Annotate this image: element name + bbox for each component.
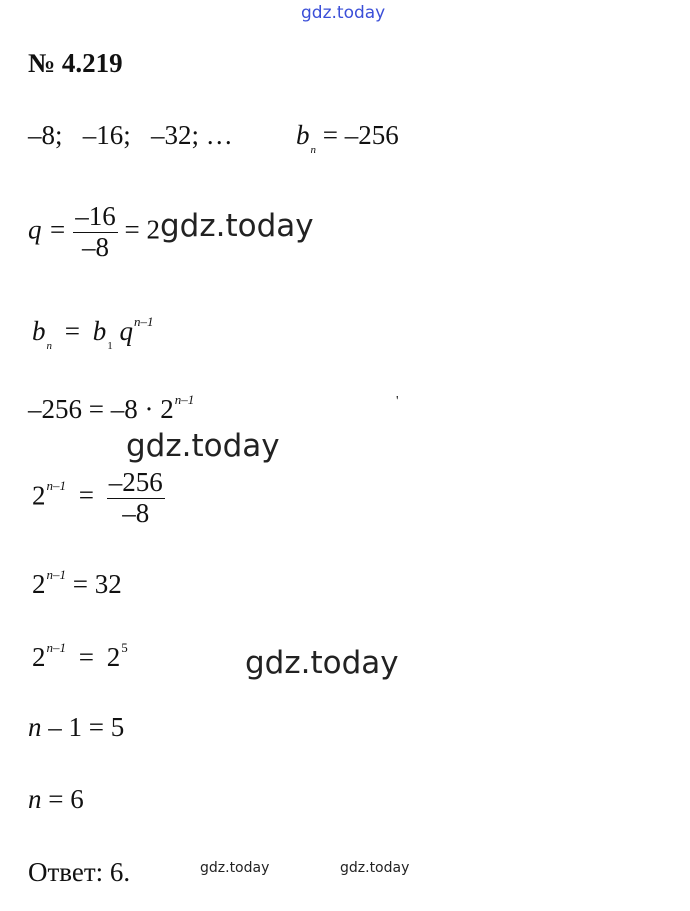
q-result: = 2 <box>124 214 160 245</box>
header-watermark: gdz.today <box>301 3 386 23</box>
step3-exp: n–1 <box>46 567 66 582</box>
step6-rest: = 6 <box>41 784 84 814</box>
q-line <box>28 202 314 262</box>
step2-exp: n–1 <box>46 478 66 494</box>
step3-base: 2 <box>32 569 46 599</box>
bn-base: b <box>296 120 310 150</box>
step4-exp: n–1 <box>46 640 66 655</box>
step2-numerator: –256 <box>108 467 163 497</box>
step1-lhs: –256 = –8 · 2 <box>28 394 174 424</box>
formula-b1: b <box>92 316 107 346</box>
answer-watermark-2: gdz.today <box>340 860 410 876</box>
bn-given <box>296 120 399 156</box>
watermark-step4: gdz.today <box>245 645 399 681</box>
q-watermark: gdz.today <box>159 208 314 245</box>
step4-rhs-base: 2 <box>106 642 121 672</box>
bn-value: = –256 <box>322 120 399 150</box>
step3-rhs: = 32 <box>72 569 122 599</box>
watermark-mid: gdz.today <box>126 428 280 464</box>
step6-var: n <box>28 784 42 814</box>
q-fraction <box>73 202 118 262</box>
stray-dot: ' <box>396 394 399 409</box>
bn-sub: n <box>310 144 316 156</box>
formula-q: q <box>119 316 133 346</box>
formula-bn-sub: n <box>46 340 52 352</box>
step4-rhs-exp: 5 <box>121 640 128 655</box>
step5-line <box>28 714 124 741</box>
step2-denominator: –8 <box>122 497 150 528</box>
step5-var: n <box>28 712 42 742</box>
step2-eq: = <box>78 480 94 511</box>
q-numerator: –16 <box>75 201 116 231</box>
q-lhs: q = <box>28 214 67 245</box>
step4-line <box>32 640 128 672</box>
formula-exp: n–1 <box>133 314 154 329</box>
answer-text: Ответ: 6. <box>28 857 131 887</box>
step1-exp: n–1 <box>174 392 195 407</box>
step4-base: 2 <box>32 642 46 672</box>
sequence-terms: –8; –16; –32; … <box>28 120 233 150</box>
formula-line <box>32 314 154 352</box>
step3-line <box>32 567 122 599</box>
formula-eq: = <box>64 316 80 346</box>
step4-eq: = <box>78 642 94 672</box>
step2-base: 2 <box>32 480 46 511</box>
step2-line <box>32 468 165 528</box>
answer-watermark-1: gdz.today <box>200 860 270 876</box>
q-denominator: –8 <box>81 231 109 262</box>
formula-b1-sub: 1 <box>107 340 113 352</box>
step6-line <box>28 786 84 813</box>
problem-number: № 4.219 <box>28 48 123 78</box>
sequence-line <box>28 122 233 149</box>
step1-line <box>28 392 195 424</box>
formula-bn: b <box>32 316 46 346</box>
step5-rest: – 1 = 5 <box>41 712 125 742</box>
step2-fraction <box>107 468 165 528</box>
